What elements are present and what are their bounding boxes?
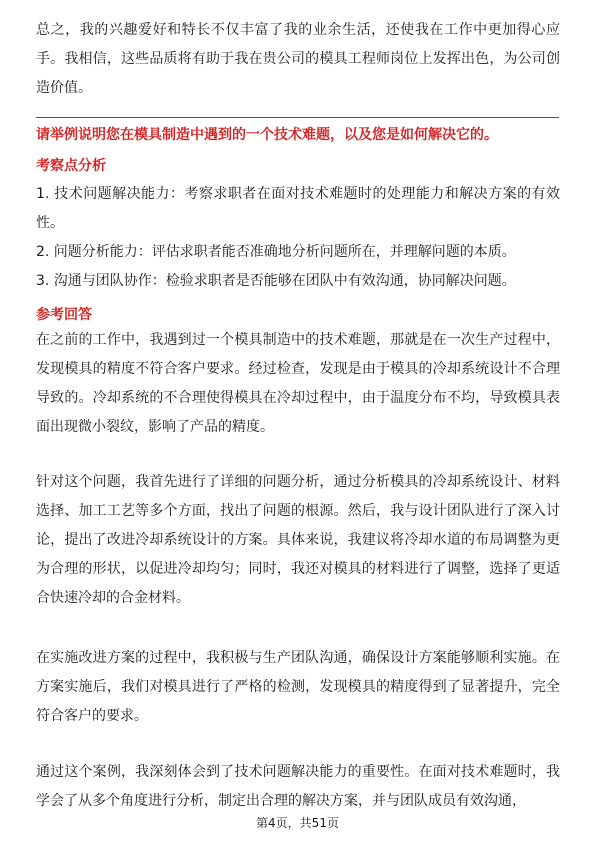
- answer-paragraph: 针对这个问题，我首先进行了详细的问题分析，通过分析模具的冷却系统设计、材料选择、加工工艺等多个方面，找出了问题的根源。然后，我与设计团队进行了深入讨论，提出了改进冷却系统设计的方案。具体来说，我建议将冷却水道的布局调整为更为合理的形状，以促进冷却均匀；同时，我还对模具的材料进行了调整，选择了更适合快速冷却的合金材料。: [36, 474, 560, 606]
- answer-paragraph: 在实施改进方案的过程中，我积极与生产团队沟通，确保设计方案能够顺利实施。在方案实施后，我们对模具进行了严格的检测，发现模具的精度得到了显著提升，完全符合客户的要求。: [36, 650, 560, 724]
- section-divider: [36, 117, 559, 118]
- analysis-point: 3. 沟通与团队协作：检验求职者是否能够在团队中有效沟通，协同解决问题。: [36, 273, 516, 289]
- analysis-point: 1. 技术问题解决能力：考察求职者在面对技术难题时的处理能力和解决方案的有效性。: [36, 186, 560, 231]
- analysis-point: 2. 问题分析能力：评估求职者能否准确地分析问题所在，并理解问题的本质。: [36, 244, 516, 260]
- analysis-heading: 考察点分析: [36, 158, 106, 174]
- answer-paragraph: 通过这个案例，我深刻体会到了技术问题解决能力的重要性。在面对技术难题时，我学会了从多个角度进行分析，制定出合理的解决方案，并与团队成员有效沟通，: [36, 764, 560, 809]
- answer-heading: 参考回答: [36, 307, 92, 323]
- answer-paragraph: 在之前的工作中，我遇到过一个模具制造中的技术难题，那就是在一次生产过程中，发现模具的精度不符合客户要求。经过检查，发现是由于模具的冷却系统设计不合理导致的。冷却系统的不合理使得模具在冷却过程中，由于温度分布不均，导致模具表面出现微小裂纹，影响了产品的精度。: [36, 332, 560, 435]
- page-number: 第4页，共51页: [256, 816, 339, 830]
- question-title: 请举例说明您在模具制造中遇到的一个技术难题，以及您是如何解决它的。: [36, 127, 498, 143]
- intro-paragraph: 总之，我的兴趣爱好和特长不仅丰富了我的业余生活，还使我在工作中更加得心应手。我相信，这些品质将有助于我在贵公司的模具工程师岗位上发挥出色，为公司创造价值。: [36, 22, 560, 96]
